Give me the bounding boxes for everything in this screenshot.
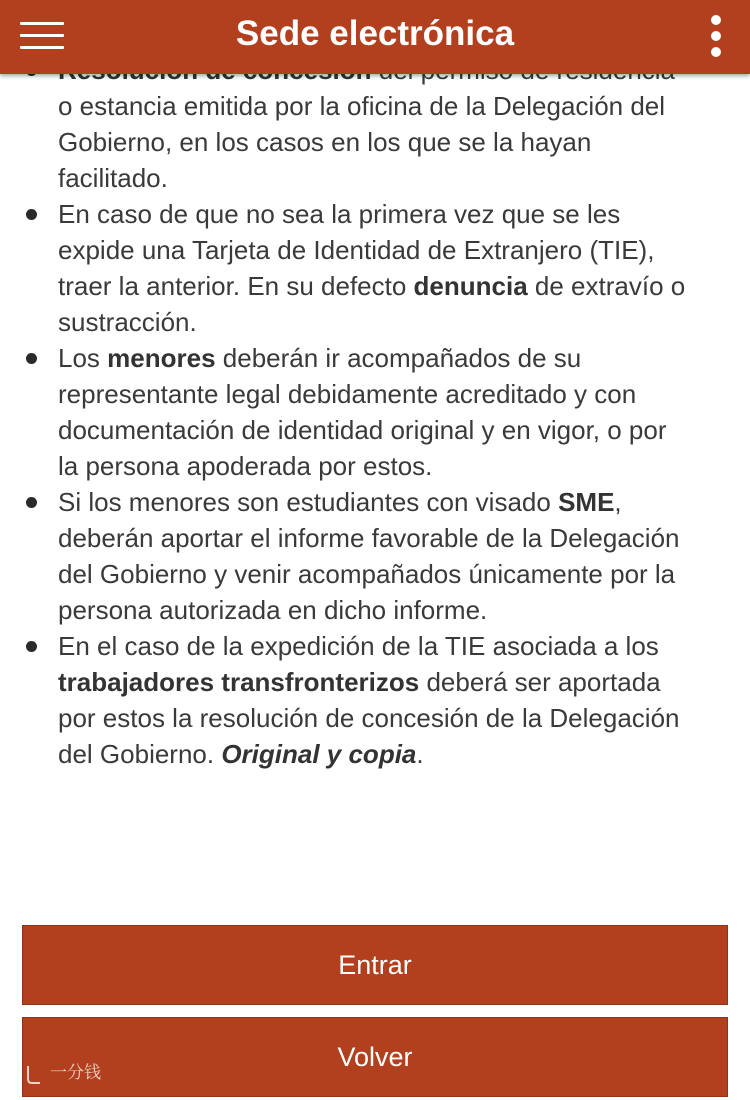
list-item xyxy=(0,484,750,628)
list-item xyxy=(0,628,750,772)
item-text: Los xyxy=(58,343,108,373)
item-text: Si los menores son estudiantes con visado xyxy=(58,487,559,517)
item-text: o estancia emitida por la oficina de la Delegación del Gobierno, en los casos en los que se la hayan facilitado. xyxy=(58,91,666,193)
item-bold-text: denuncia xyxy=(413,271,528,301)
item-text: , deberán aportar el informe favorable de la Delegación del Gobierno y venir acompañados únicamente por la persona autorizada en dicho informe. xyxy=(58,487,680,625)
item-text: deberá ser aportada por estos la resolución de concesión de la Delegación del Gobierno. xyxy=(58,667,680,769)
watermark xyxy=(22,1058,122,1088)
app-bar xyxy=(0,0,750,74)
requirements-list xyxy=(0,52,750,772)
item-bold-italic-text: Original y copia xyxy=(221,739,417,769)
list-item xyxy=(0,196,750,340)
item-text: En caso de que no sea la primera vez que se les expide una Tarjeta de Identidad de Extranjero (TIE), traer la anterior. En su defecto xyxy=(58,199,655,301)
more-vertical-icon[interactable] xyxy=(710,14,722,60)
back-button[interactable]: Volver xyxy=(22,1017,728,1097)
item-text: . xyxy=(416,739,424,769)
bullet-icon xyxy=(26,641,37,652)
item-bold-text: menores xyxy=(107,343,216,373)
enter-button[interactable]: Entrar xyxy=(22,925,728,1005)
watermark-text: 一分钱 xyxy=(50,1063,101,1082)
item-bold-text: SME xyxy=(558,487,615,517)
bullet-icon xyxy=(26,209,37,220)
item-text: de extravío o sustracción. xyxy=(58,271,686,337)
bullet-icon xyxy=(26,497,37,508)
list-item xyxy=(0,340,750,484)
bullet-icon xyxy=(26,353,37,364)
page-title: Sede electrónica xyxy=(235,14,515,53)
item-bold-text: trabajadores transfronterizos xyxy=(58,667,420,697)
watermark-logo-icon xyxy=(22,1063,44,1085)
item-text: En el caso de la expedición de la TIE asociada a los xyxy=(58,631,659,661)
item-text: deberán ir acompañados de su representante legal debidamente acreditado y con documentación de identidad original y en vigor, o por la persona apoderada por estos. xyxy=(58,343,667,481)
